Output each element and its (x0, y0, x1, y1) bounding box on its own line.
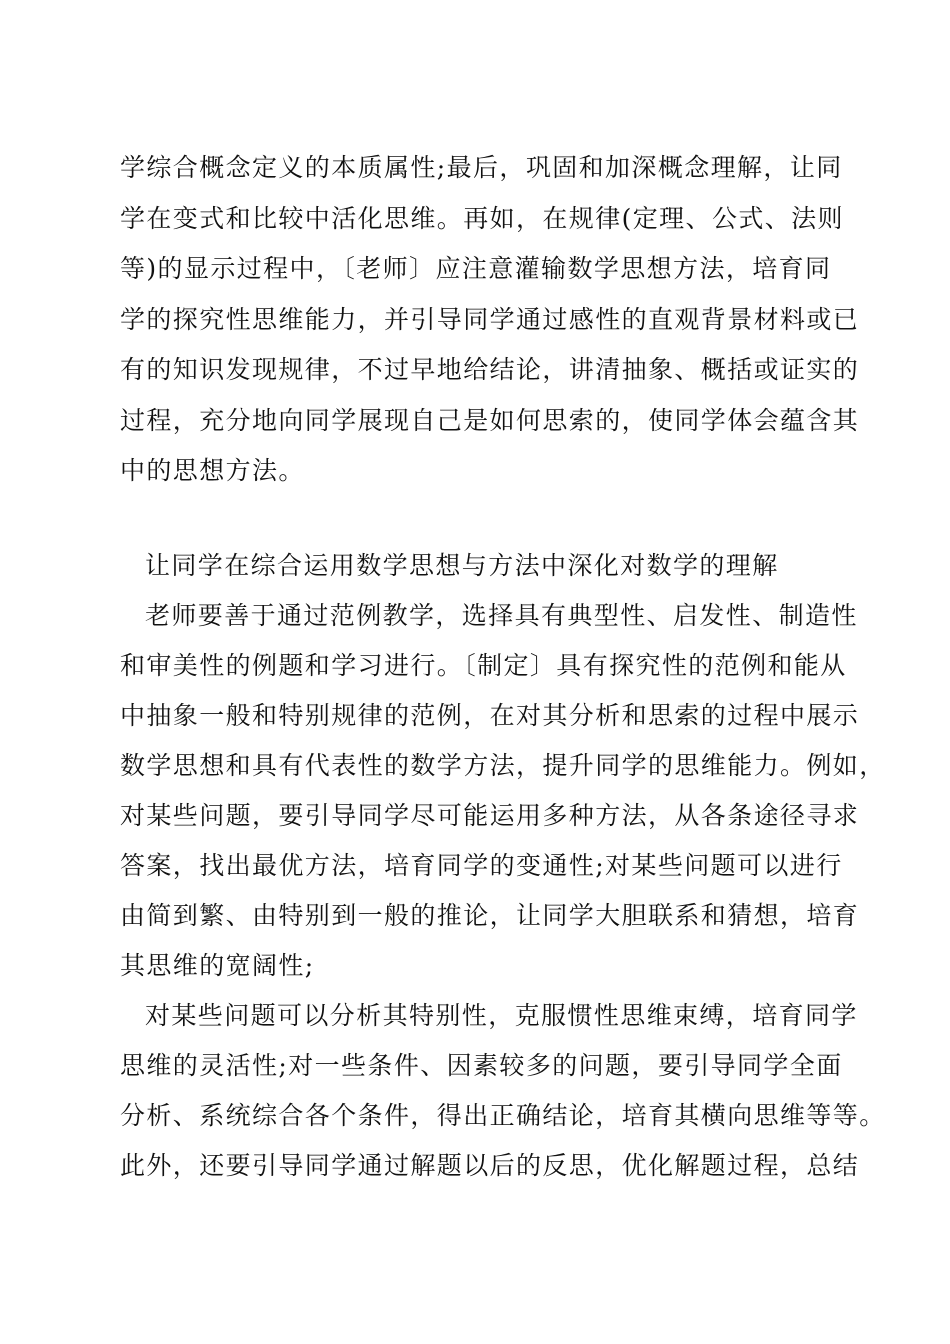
paragraph-1-line-1: 学综合概念定义的本质属性;最后，巩固和加深概念理解，让同 (120, 153, 843, 182)
paragraph-3-line-4: 此外，还要引导同学通过解题以后的反思，优化解题过程，总结 (120, 1151, 860, 1180)
paragraph-3-line-1: 对某些问题可以分析其特别性，克服惯性思维束缚，培育同学 (145, 1001, 858, 1030)
paragraph-2-line-2: 和审美性的例题和学习进行。〔制定〕具有探究性的范例和能从 (120, 651, 847, 680)
paragraph-3-line-2: 思维的灵活性;对一些条件、因素较多的问题，要引导同学全面 (120, 1051, 843, 1080)
paragraph-1-line-6: 过程，充分地向同学展现自己是如何思索的，使同学体会蕴含其 (120, 406, 860, 435)
paragraph-2-line-3: 中抽象一般和特别规律的范例，在对其分析和思索的过程中展示 (120, 701, 860, 730)
paragraph-2-line-4: 数学思想和具有代表性的数学方法，提升同学的思维能力。例如， (120, 751, 886, 780)
paragraph-3-line-3: 分析、系统综合各个条件，得出正确结论，培育其横向思维等等。 (120, 1101, 886, 1130)
paragraph-1-line-4: 学的探究性思维能力，并引导同学通过感性的直观背景材料或已 (120, 305, 860, 334)
paragraph-2-line-6: 答案，找出最优方法，培育同学的变通性;对某些问题可以进行 (120, 851, 843, 880)
paragraph-1-line-7: 中的思想方法。 (120, 456, 305, 485)
paragraph-1-line-2: 学在变式和比较中活化思维。再如，在规律(定理、公式、法则 (120, 204, 844, 233)
section-heading: 让同学在综合运用数学思想与方法中深化对数学的理解 (145, 551, 779, 580)
paragraph-1-line-5: 有的知识发现规律，不过早地给结论，讲清抽象、概括或证实的 (120, 355, 860, 384)
paragraph-2-line-8: 其思维的宽阔性; (120, 951, 315, 980)
paragraph-1-line-3: 等)的显示过程中，〔老师〕应注意灌输数学思想方法，培育同 (120, 254, 832, 283)
paragraph-2-line-1: 老师要善于通过范例教学，选择具有典型性、启发性、制造性 (145, 601, 858, 630)
paragraph-2-line-5: 对某些问题，要引导同学尽可能运用多种方法，从各条途径寻求 (120, 801, 860, 830)
paragraph-2-line-7: 由简到繁、由特别到一般的推论，让同学大胆联系和猜想，培育 (120, 901, 860, 930)
